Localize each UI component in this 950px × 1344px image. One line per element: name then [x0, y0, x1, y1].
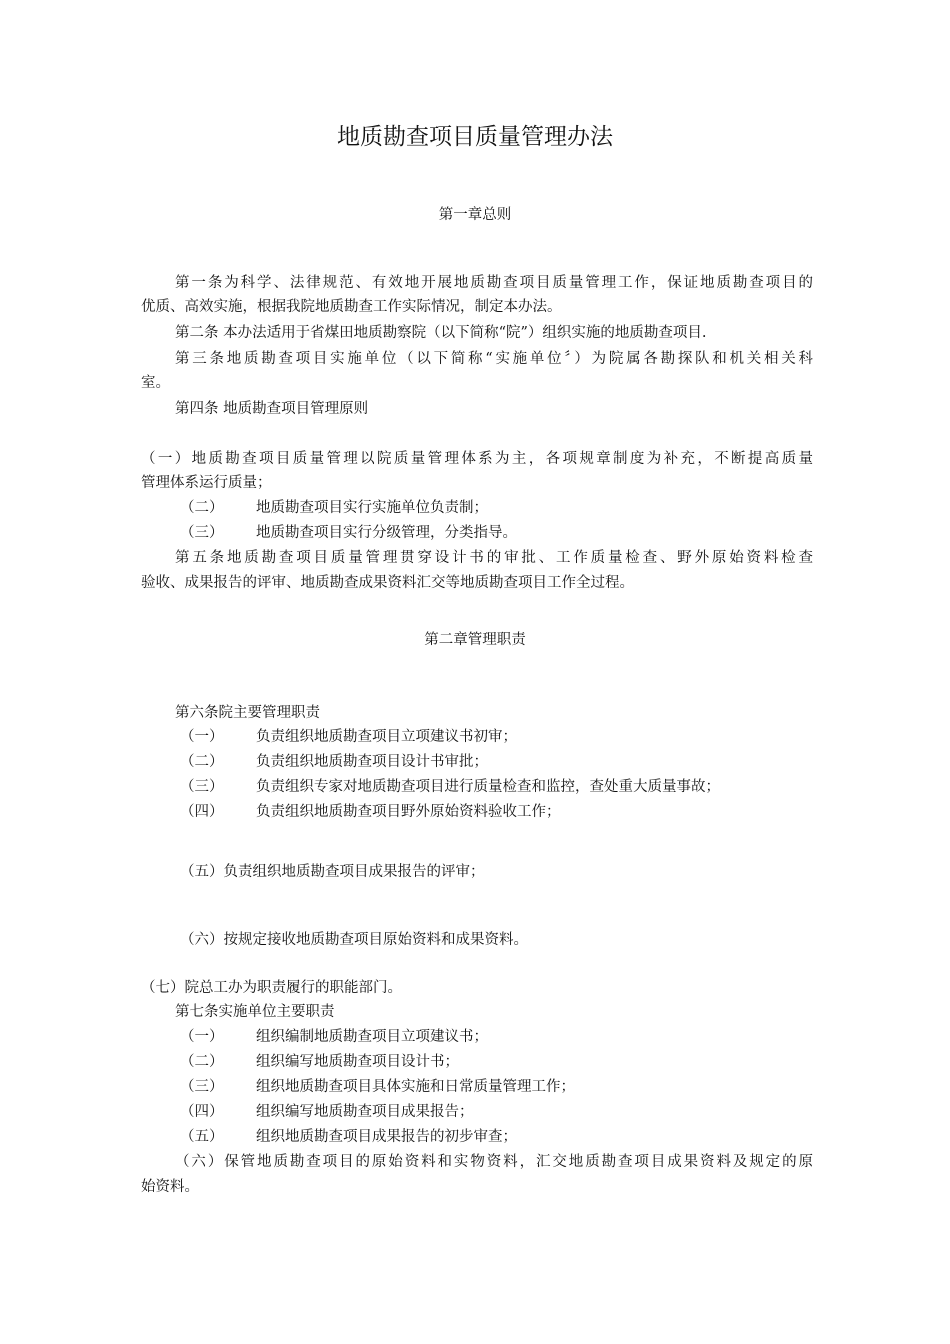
- article-6-item-num: （二）: [180, 754, 224, 770]
- article-4: 第四条 地质勘查项目管理原则: [175, 401, 369, 417]
- article-6-item-6: （六）按规定接收地质勘查项目原始资料和成果资料。: [180, 932, 528, 948]
- document-title: 地质勘查项目质量管理办法: [337, 124, 613, 150]
- article-6: 第六条院主要管理职责: [175, 705, 320, 721]
- article-7-item-6-line-2: 始资料。: [141, 1179, 199, 1195]
- article-4-item-text: 地质勘查项目实行实施单位负责制；: [256, 500, 488, 516]
- article-7-item-text: 组织地质勘查项目具体实施和日常质量管理工作；: [256, 1079, 575, 1095]
- article-6-item-text: 负责组织专家对地质勘查项目进行质量检查和监控，查处重大质量事故；: [256, 779, 720, 795]
- article-6-item-num: （三）: [180, 779, 224, 795]
- article-7-item-text: 组织编写地质勘查项目成果报告；: [256, 1104, 474, 1120]
- article-1-line-2: 优质、高效实施，根据我院地质勘查工作实际情况，制定本办法。: [141, 299, 562, 315]
- article-5-line-2: 验收、成果报告的评审、地质勘查成果资料汇交等地质勘查项目工作全过程。: [141, 575, 634, 591]
- chapter-2-heading: 第二章管理职责: [424, 632, 526, 648]
- article-4-item-num: （三）: [180, 525, 224, 541]
- article-1-line-1: 第一条为科学、法律规范、有效地开展地质勘查项目质量管理工作，保证地质勘查项目的: [175, 275, 813, 291]
- article-4-item-1-line-1: （一）地质勘查项目质量管理以院质量管理体系为主，各项规章制度为补充，不断提高质量: [141, 451, 813, 467]
- article-7-item-num: （五）: [180, 1129, 224, 1145]
- article-6-item-text: 负责组织地质勘查项目设计书审批；: [256, 754, 488, 770]
- article-6-item-text: 负责组织地质勘查项目立项建议书初审；: [256, 729, 517, 745]
- article-7-item-num: （三）: [180, 1079, 224, 1095]
- article-6-item-7: （七）院总工办为职责履行的职能部门。: [141, 980, 402, 996]
- article-7-item-num: （二）: [180, 1054, 224, 1070]
- article-7-item-text: 组织地质勘查项目成果报告的初步审查；: [256, 1129, 517, 1145]
- article-4-item-text: 地质勘查项目实行分级管理，分类指导。: [256, 525, 517, 541]
- article-4-item-num: （二）: [180, 500, 224, 516]
- article-7-item-num: （四）: [180, 1104, 224, 1120]
- article-7: 第七条实施单位主要职责: [175, 1004, 335, 1020]
- article-6-item-text: 负责组织地质勘查项目野外原始资料验收工作；: [256, 804, 561, 820]
- article-7-item-text: 组织编制地质勘查项目立项建议书；: [256, 1029, 488, 1045]
- article-5-line-1: 第五条地质勘查项目质量管理贯穿设计书的审批、工作质量检查、野外原始资料检查: [175, 550, 813, 566]
- article-4-item-1-line-2: 管理体系运行质量；: [141, 475, 272, 491]
- chapter-1-heading: 第一章总则: [438, 207, 512, 223]
- article-3-line-1: 第三条地质勘查项目实施单位（以下简称“实施单位〞）为院属各勘探队和机关相关科: [175, 351, 813, 367]
- article-7-item-num: （一）: [180, 1029, 224, 1045]
- article-6-item-num: （四）: [180, 804, 224, 820]
- article-7-item-6-line-1: （六）保管地质勘查项目的原始资料和实物资料，汇交地质勘查项目成果资料及规定的原: [175, 1154, 813, 1170]
- article-7-item-text: 组织编写地质勘查项目设计书；: [256, 1054, 459, 1070]
- article-6-item-num: （一）: [180, 729, 224, 745]
- article-3-line-2: 室。: [141, 375, 170, 391]
- article-6-item-5: （五）负责组织地质勘查项目成果报告的评审；: [180, 864, 485, 880]
- article-2: 第二条 本办法适用于省煤田地质勘察院（以下简称“院”）组织实施的地质勘查项目.: [175, 325, 707, 341]
